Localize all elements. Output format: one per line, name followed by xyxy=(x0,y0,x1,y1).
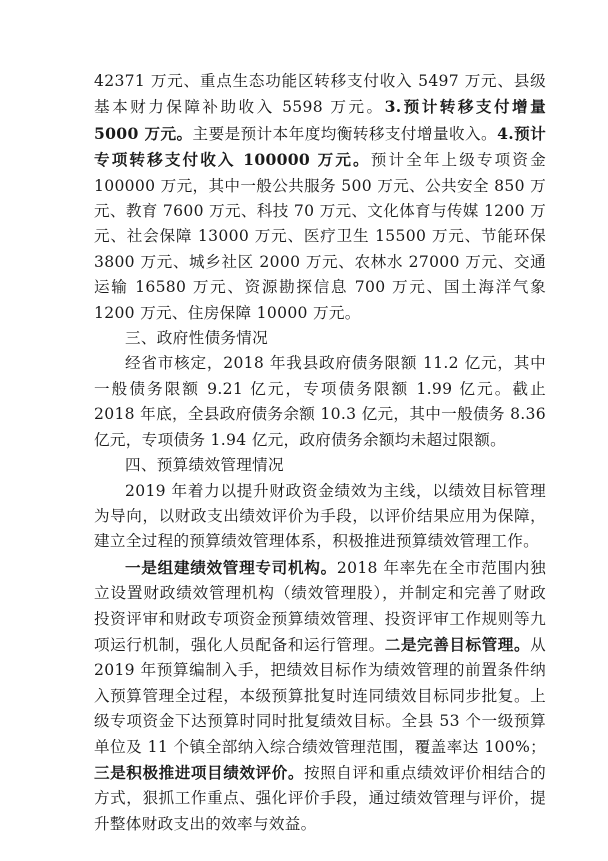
transfer-increment-text: 主要是预计本年度均衡转移支付增量收入。 xyxy=(192,124,498,143)
measure-2-label: 二是完善目标管理。 xyxy=(384,634,531,654)
performance-measures-paragraph xyxy=(94,555,546,837)
section-heading-debt: 三、政府性债务情况 xyxy=(125,329,269,348)
measure-1-label: 一是组建绩效管理专司机构。 xyxy=(125,557,337,577)
measure-1-text: 2018 年率先在全市范围内独立设置财政绩效管理机构（绩效管理股），并制定和完善了财政投资评审和财政专项资金预算绩效管理、投资评审工作规则等九项运行机制，强化人员配备和运行管理。 xyxy=(94,558,546,654)
special-transfer-label: 4.预计专项转移支付收入 100000 万元。 xyxy=(94,123,546,170)
measure-3-label: 三是积极推进项目绩效评价。 xyxy=(94,762,304,782)
measure-2-text: 从 2019 年预算编制入手，把绩效目标作为绩效管理的前置条件纳入预算管理全过程，本级预算批复时连同绩效目标同步批复。上级专项资金下达预算时同时批复绩效目标。全县 53 个一级预算单位及 11 个镇全部纳入综合绩效管理范围，覆盖率达 100%； xyxy=(94,635,547,756)
transfer-payment-paragraph xyxy=(94,69,546,326)
transfer-increment-label: 3.预计转移支付增量 5000 万元。 xyxy=(94,97,546,143)
section-heading-performance: 四、预算绩效管理情况 xyxy=(125,456,284,475)
special-transfer-text: 预计全年上级专项资金 100000 万元，其中一般公共服务 500 万元、公共安全 850 万元、教育 7600 万元、科技 70 万元、文化体育与传媒 1200 万元、社会保障 13000 万元、医疗卫生 15500 万元、节能环保 3800 万元、城乡社区 2000 万元、农林水 27000 万元、交通运输 16580 万元、资源勘探信息 700 万元、国土海洋气象 1200 万元、住房保障 10000 万元。 xyxy=(94,151,546,322)
performance-intro-paragraph: 2019 年着力以提升财政资金绩效为主线，以绩效目标管理为导向，以财政支出绩效评价为手段，以评价结果应用为保障，建立全过程的预算绩效管理体系，积极推进预算绩效管理工作。 xyxy=(94,481,546,551)
measure-3-text: 按照自评和重点绩效评价相结合的方式，狠抓工作重点、强化评价手段，通过绩效管理与评价，提升整体财政支出的效率与效益。 xyxy=(94,763,546,833)
debt-paragraph: 经省市核定，2018 年我县政府债务限额 11.2 亿元，其中一般债务限额 9.21 亿元，专项债务限额 1.99 亿元。截止 2018 年底，全县政府债务余额 10.3 亿元，其中一般债务 8.36 亿元，专项债务 1.94 亿元，政府债务余额均未超过限额。 xyxy=(94,354,546,449)
general-transfer-text: 42371 万元、重点生态功能区转移支付收入 5497 万元、县级基本财力保障补助收入 5598 万元。 xyxy=(94,72,546,117)
